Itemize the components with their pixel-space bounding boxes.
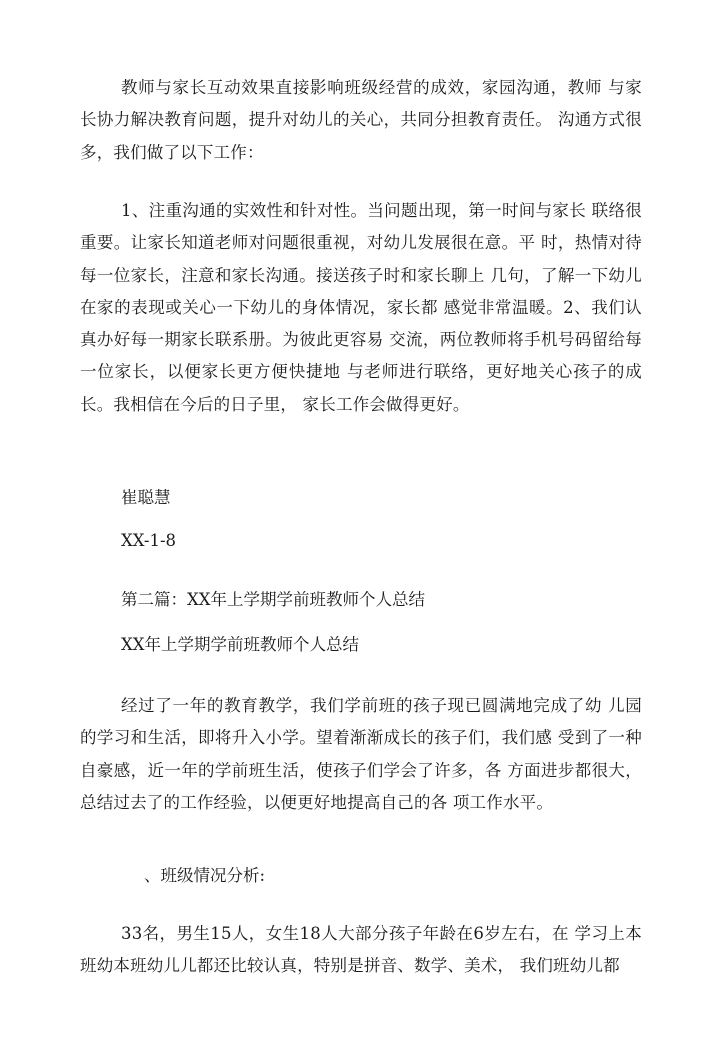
paragraph-year-review: 经过了一年的教育教学，我们学前班的孩子现已圆满地完成了幼 儿园的学习和生活，即将升入小学。望着渐渐成长的孩子们，我们感 受到了一种自豪感，近一年的学前班生活，使孩子们学会了许多，各 方面进步都很大，总结过去了的工作经验，以便更好地提高自己的各 项工作水平。 [80,696,642,812]
section-title: 、班级情况分析: [144,866,266,885]
paragraph-class-analysis: 33名，男生15人，女生18人大部分孩子年龄在6岁左右，在 学习上本班幼本班幼儿儿都还比较认真，特别是拼音、数学、美术， 我们班幼儿都 [80,924,642,976]
paragraph-communication-work: 1、注重沟通的实效性和针对性。当问题出现，第一时间与家长 联络很重要。让家长知道老师对问题很重视，对幼儿发展很在意。平 时，热情对待每一位家长，注意和家长沟通。接送孩子时和家长聊上 几句，了解一下幼儿在家的表现或关心一下幼儿的身体情况，家长都 感觉非常温暖。2、我们认真办好每一期家长联系册。为彼此更容易 交流，两位教师将手机号码留给每一位家长，以便家长更方便快捷地 与老师进行联络，更好地关心孩子的成长。我相信在今后的日子里， 家长工作会做得更好。 [80,201,642,414]
signer-name: 崔聪慧 [121,488,171,507]
document-date: XX-1-8 [121,531,177,550]
summary-title: XX年上学期学前班教师个人总结 [121,635,359,654]
paragraph-home-school-communication: 教师与家长互动效果直接影响班级经营的成效，家园沟通，教师 与家长协力解决教育问题，提升对幼儿的关心，共同分担教育责任。 沟通方式很多，我们做了以下工作： [80,78,642,162]
chapter-heading: 第二篇：XX年上学期学前班教师个人总结 [121,590,425,609]
